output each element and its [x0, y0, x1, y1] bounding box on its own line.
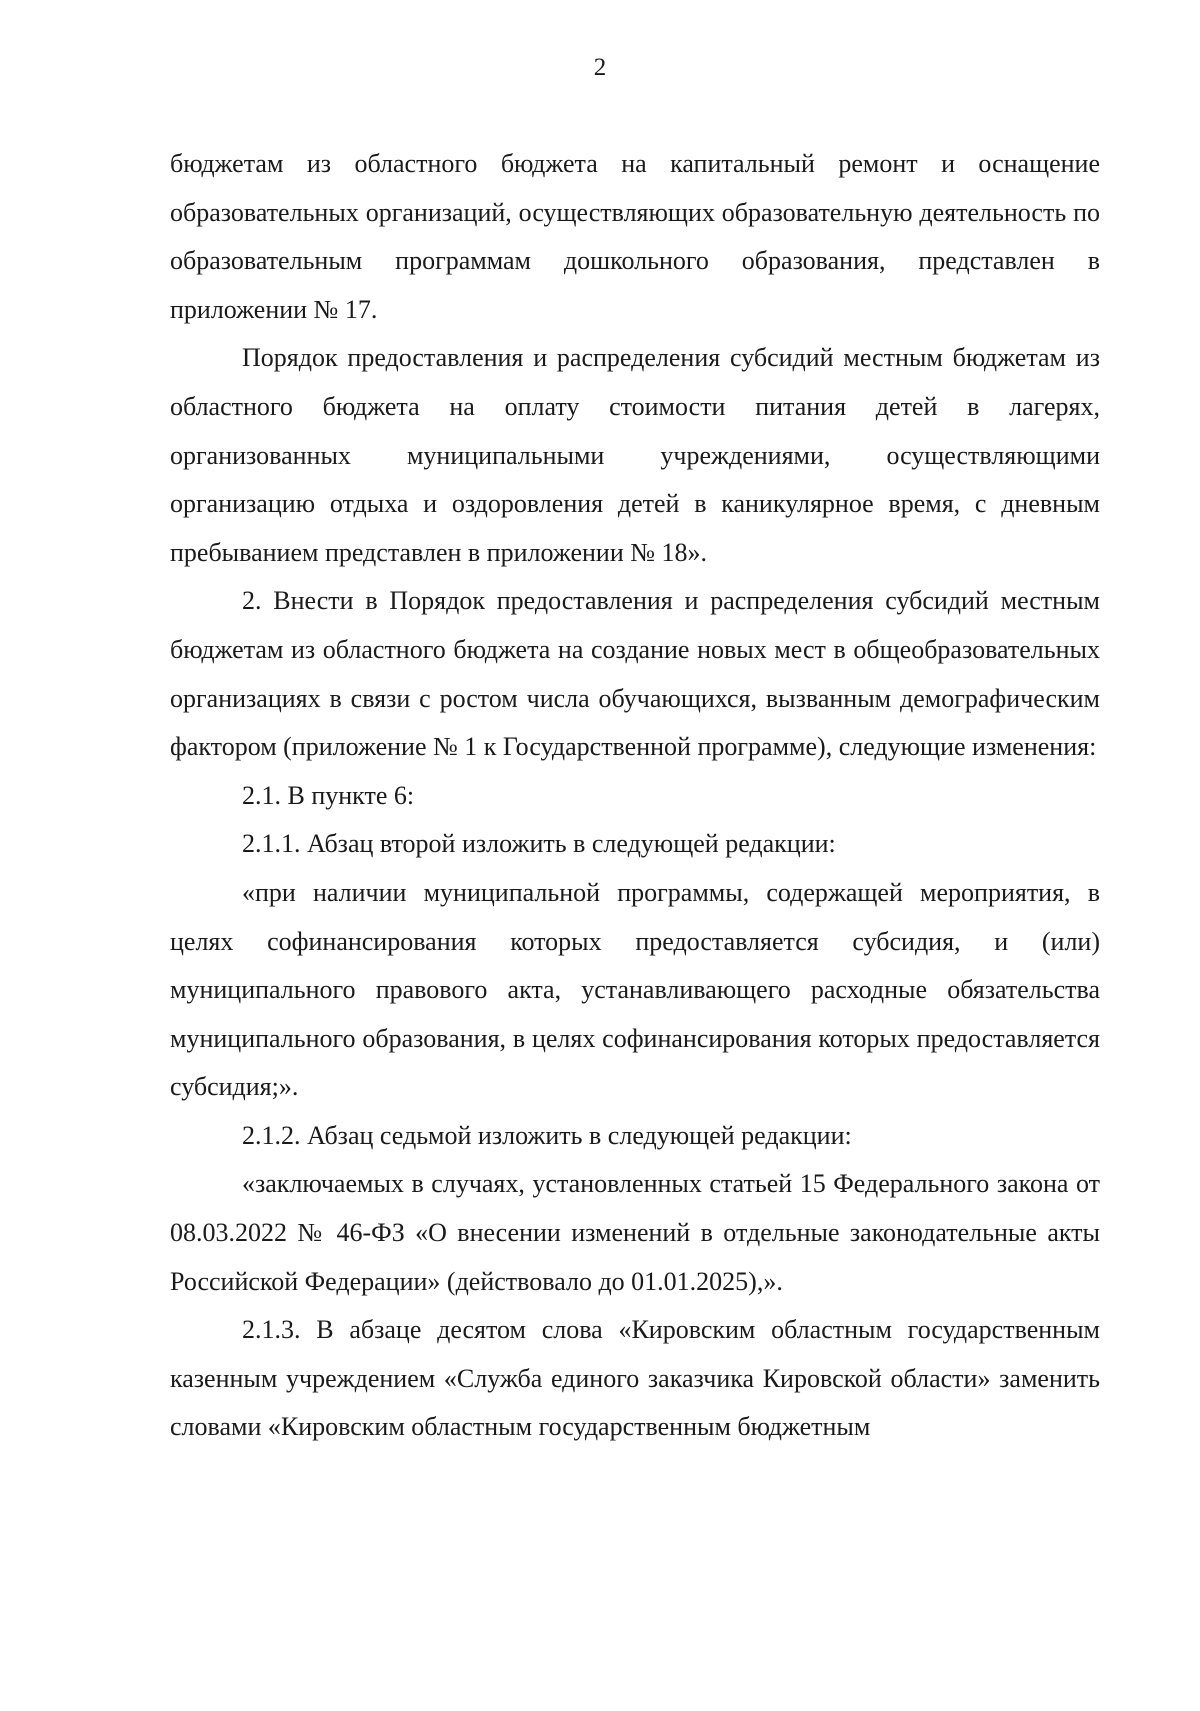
document-body — [170, 140, 1100, 1452]
paragraph: «при наличии муниципальной программы, содержащей мероприятия, в целях софинансирования которых предоставляется субсидия, и (или) муниципального правового акта, устанавливающего расходные обязательства муниципального образования, в целях софинансирования которых предоставляется субсидия;». — [170, 877, 1100, 1102]
paragraph: 2.1.2. Абзац седьмой изложить в следующей редакции: — [242, 1120, 852, 1150]
paragraph: 2.1. В пункте 6: — [242, 780, 415, 810]
paragraph: 2.1.1. Абзац второй изложить в следующей редакции: — [242, 829, 836, 859]
paragraph: бюджетам из областного бюджета на капитальный ремонт и оснащение образовательных организаций, осуществляющих образовательную деятельность по образовательным программам дошкольного образования, представлен в приложении № 17. — [170, 149, 1100, 324]
paragraph: 2.1.3. В абзаце десятом слова «Кировским областным государственным казенным учреждением «Служба единого заказчика Кировской области» заменить словами «Кировским областным государственным бюджетным — [170, 1315, 1100, 1442]
paragraph: «заключаемых в случаях, установленных статьей 15 Федерального закона от 08.03.2022 № 46-ФЗ «О внесении изменений в отдельные законодательные акты Российской Федерации» (действовало до 01.01.2025),». — [170, 1169, 1100, 1296]
paragraph: 2. Внести в Порядок предоставления и распределения субсидий местным бюджетам из областного бюджета на создание новых мест в общеобразовательных организациях в связи с ростом числа обучающихся, вызванным демографическим фактором (приложение № 1 к Государственной программе), следующие изменения: — [170, 586, 1100, 762]
page-number: 2 — [593, 54, 607, 81]
paragraph: Порядок предоставления и распределения субсидий местным бюджетам из областного бюджета на оплату стоимости питания детей в лагерях, организованных муниципальными учреждениями, осуществляющими организацию отдыха и оздоровления детей в каникулярное время, с дневным пребыванием представлен в приложении № 18». — [170, 343, 1100, 567]
